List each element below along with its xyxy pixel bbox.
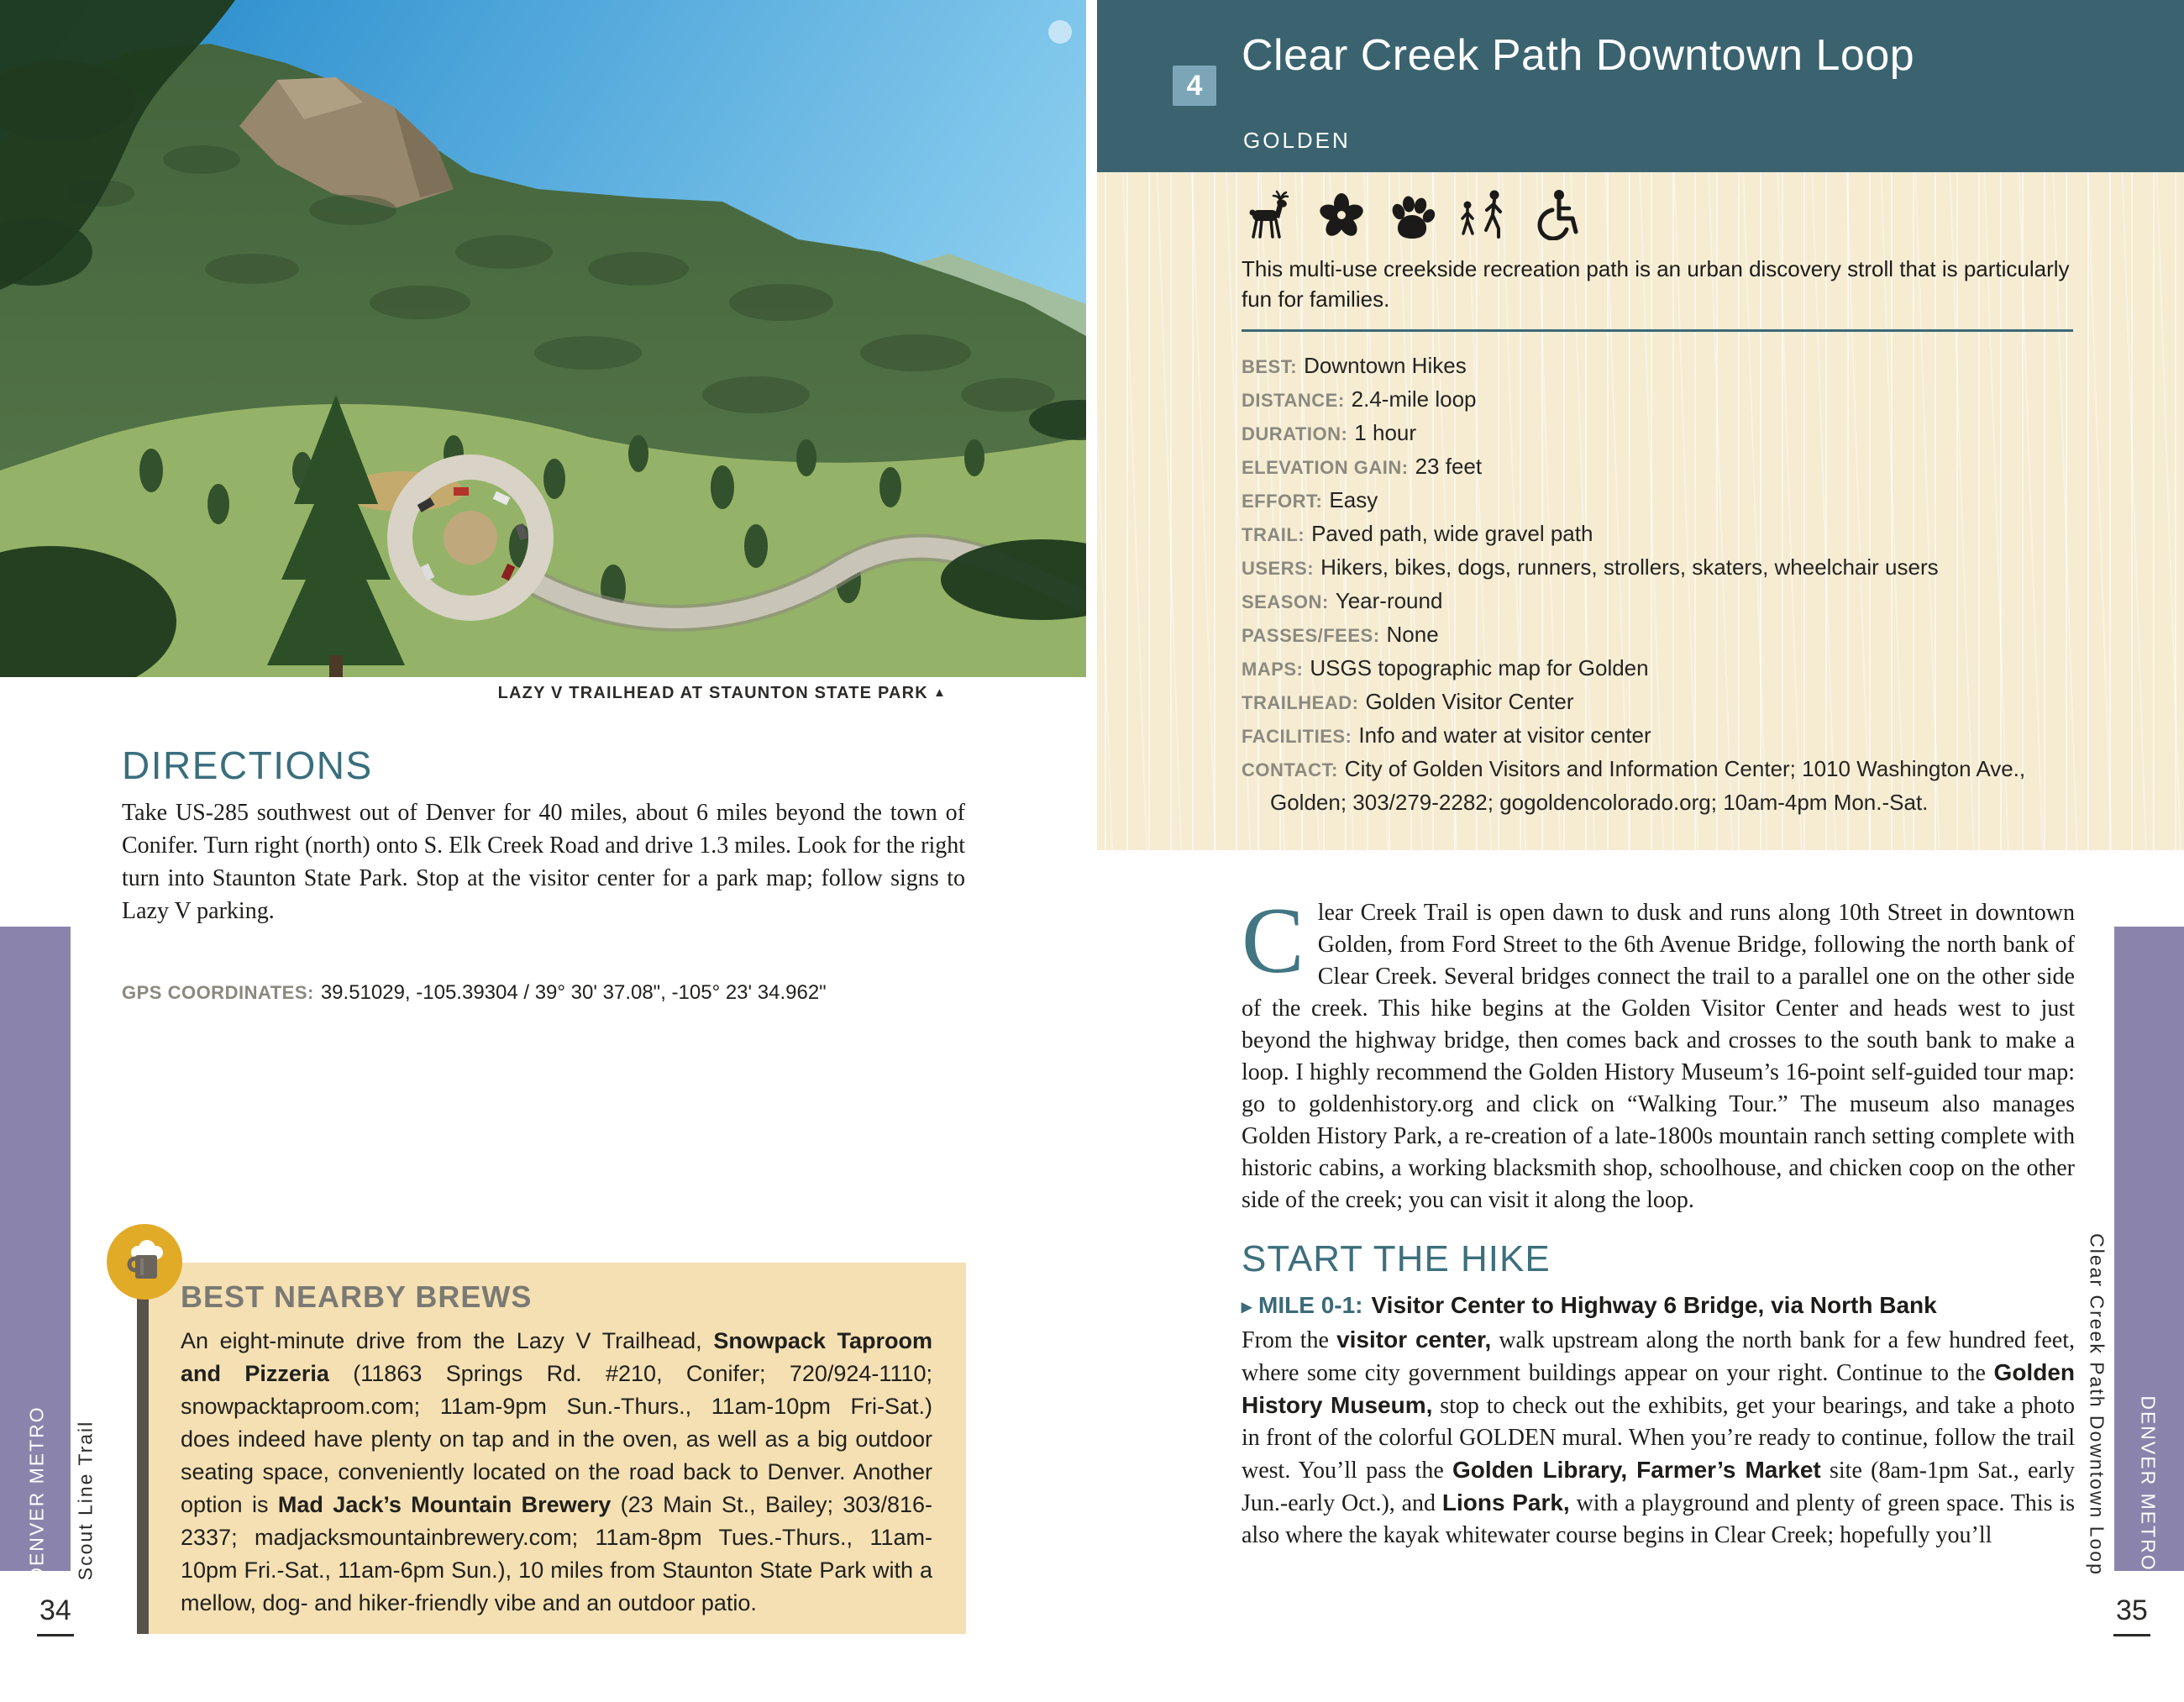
stat-label: MAPS: [1242, 659, 1304, 680]
stat-label: PASSES/FEES: [1242, 625, 1380, 646]
gps-coordinates [122, 981, 1004, 1005]
brews-title: BEST NEARBY BREWS [181, 1279, 533, 1314]
stat-value: Paved path, wide gravel path [1311, 521, 1593, 546]
stat-value: Golden Visitor Center [1365, 689, 1574, 714]
stat-value: 1 hour [1354, 420, 1417, 445]
article-paragraph-2: From the visitor center, walk upstream along the north bank for a few hundred feet, where some city government buildings appear on your right. Continue to the Golden History Museum, stop to check out the exhibits, get your bearings, and take a photo in front of the colorful GOLDEN mural. When you’re ready to continue, follow the trail west. You’ll pass the Golden Library, Farmer’s Market site (8am-1pm Sat., early Jun.-early Oct.), and Lions Park, with a playground and plenty of green space. This is also where the kayak whitewater course begins in Clear Creek; hopefully you’ll [1242, 1326, 2076, 1548]
hike-number-badge: 4 [1173, 66, 1216, 106]
page-number-left: 34 [37, 1594, 74, 1636]
stat-row-users [1242, 551, 2082, 585]
deer-icon [1242, 188, 1297, 240]
stat-label: BEST: [1242, 356, 1298, 377]
start-the-hike-heading: START THE HIKE [1242, 1238, 1551, 1279]
stat-row-passes [1242, 618, 2082, 652]
wildflower-icon [1317, 192, 1366, 240]
stat-value: Year-round [1335, 588, 1443, 613]
stat-label: CONTACT: [1242, 759, 1338, 780]
mile-title: Visitor Center to Highway 6 Bridge, via North Bank [1371, 1292, 1937, 1318]
stat-value: Hikers, bikes, dogs, runners, strollers, skaters, wheelchair users [1320, 554, 1939, 580]
wheelchair-icon [1530, 188, 1579, 240]
right-trail-label: Clear Creek Path Downtown Loop [2086, 1233, 2108, 1576]
stat-label: FACILITIES: [1242, 726, 1352, 747]
stat-label: SEASON: [1242, 591, 1329, 612]
stat-row-elevation [1242, 450, 2082, 484]
beer-mug-icon [107, 1224, 182, 1300]
stat-label: EFFORT: [1242, 491, 1323, 512]
mile-heading [1242, 1292, 2075, 1319]
left-region-label: DENVER METRO [25, 1405, 48, 1582]
page-number-right: 35 [2113, 1594, 2150, 1636]
photo-caption [122, 684, 947, 703]
directions-heading: DIRECTIONS [122, 743, 373, 787]
stat-value: Easy [1329, 487, 1378, 512]
left-trail-label: Scout Line Trail [74, 1420, 97, 1581]
hike-summary: This multi-use creekside recreation path is an urban discovery stroll that is particularly fun for families. [1242, 256, 2070, 312]
hike-title: Clear Creek Path Downtown Loop [1242, 31, 1915, 80]
stat-label: USERS: [1242, 558, 1315, 579]
stat-row-trail [1242, 517, 2082, 551]
trail-feature-icons [1242, 186, 1579, 240]
stat-row-distance [1242, 383, 2082, 417]
gps-value: 39.51029, -105.39304 / 39° 30' 37.08", -105° 23' 34.962" [320, 981, 827, 1004]
gps-label: GPS COORDINATES: [122, 982, 314, 1003]
stat-row-trailhead [1242, 686, 2082, 719]
stat-row-season [1242, 585, 2082, 618]
hike-article [1242, 889, 2076, 1552]
directions-text: Take US-285 southwest out of Denver for 40 miles, about 6 miles beyond the town of Conifer. Turn right (north) onto S. Elk Creek Road and drive 1.3 miles. Look for the right turn into Staunton State Park. Stop at the visitor center for a park map; follow signs to Lazy V parking. [122, 800, 965, 924]
stat-row-contact [1242, 753, 2082, 819]
stat-value: 23 feet [1415, 454, 1483, 479]
mile-marker-icon: ▸ [1242, 1295, 1252, 1318]
stat-value: Downtown Hikes [1304, 353, 1467, 378]
paw-icon [1386, 192, 1436, 240]
stat-label: DURATION: [1242, 423, 1348, 444]
stat-row-best [1242, 349, 2082, 383]
stat-value: None [1386, 622, 1439, 647]
drop-cap: C [1242, 889, 1305, 993]
stat-value: City of Golden Visitors and Information Center; 1010 Washington Ave., Golden; 303/279-2282; gogoldencolorado.org; 10am-4pm Mon.-Sat. [1270, 756, 2026, 815]
stat-label: TRAIL: [1242, 524, 1305, 545]
brews-body: An eight-minute drive from the Lazy V Trailhead, Snowpack Taproom and Pizzeria (11863 Springs Rd. #210, Conifer; 720/924-1110; snowpacktaproom.com; 11am-9pm Sun.-Thurs., 11am-10pm Fri-Sat.) does indeed have plenty on tap and in the oven, as well as a big outdoor seating space, conveniently located on the road back to Denver. Another option is Mad Jack’s Mountain Brewery (23 Main St., Bailey; 303/816-2337; madjacksmountainbrewery.com; 11am-8pm Tues.-Thurs., 11am-10pm Fri.-Sat., 11am-6pm Sun.), 10 miles from Staunton State Park with a mellow, dog- and hiker-friendly vibe and an outdoor patio. [181, 1328, 932, 1615]
stat-label: DISTANCE: [1242, 390, 1345, 411]
divider-rule [1242, 329, 2073, 332]
stat-row-facilities [1242, 719, 2082, 753]
right-region-label: DENVER METRO [2137, 1395, 2160, 1572]
hike-stats-list [1242, 349, 2082, 819]
article-paragraph-1-text: lear Creek Trail is open dawn to dusk and runs along 10th Street in downtown Golden, from Ford Street to the 6th Avenue Bridge, following the north bank of Clear Creek. Several bridges connect the trail to a parallel one on the other side of the creek. This hike begins at the Golden Visitor Center and heads west to just beyond the highway bridge, then comes back and crosses to the south bank to make a loop. I highly recommend the Golden History Museum’s 16-point self-guided tour map: go to goldenhistory.org and click on “Walking Tour.” The museum also manages Golden History Park, a re-creation of a late-1800s mountain ranch setting complete with historic cabins, a working blacksmith shop, schoolhouse, and chicken coop on the other side of the creek; you can visit it along the loop. [1242, 900, 2075, 1213]
caption-triangle-icon: ▲ [932, 686, 947, 700]
brews-box-accent-bar [137, 1260, 149, 1634]
stat-label: ELEVATION GAIN: [1242, 457, 1409, 478]
stat-value: Info and water at visitor center [1358, 722, 1651, 748]
trailhead-photo [0, 0, 1086, 677]
best-nearby-brews-box [149, 1263, 966, 1634]
mile-range: MILE 0-1: [1258, 1292, 1363, 1318]
hike-location: GOLDEN [1243, 128, 1351, 153]
hikers-icon [1457, 188, 1510, 240]
stat-row-duration [1242, 417, 2082, 450]
stat-row-maps [1242, 652, 2082, 686]
stat-label: TRAILHEAD: [1242, 692, 1359, 713]
stat-row-effort [1242, 484, 2082, 517]
stat-value: 2.4-mile loop [1351, 386, 1477, 412]
photo-caption-text: LAZY V TRAILHEAD AT STAUNTON STATE PARK [497, 684, 928, 702]
stat-value: USGS topographic map for Golden [1310, 655, 1649, 680]
article-paragraph-1 [1242, 889, 2075, 1216]
